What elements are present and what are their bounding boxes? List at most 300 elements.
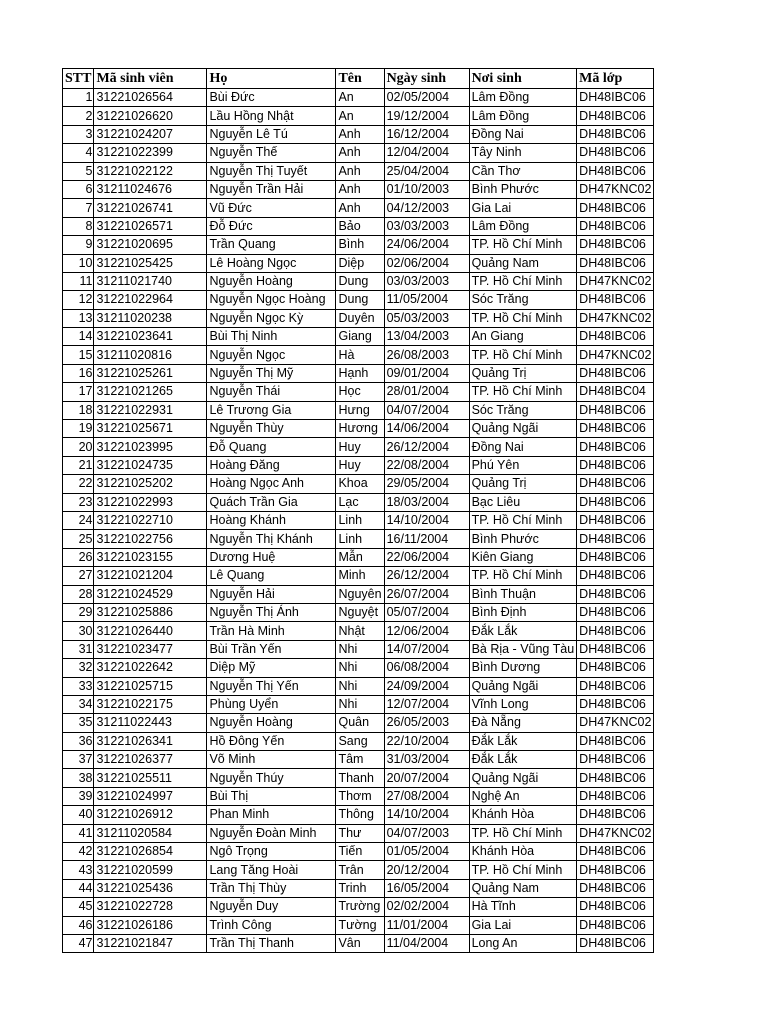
cell-last-name: Vũ Đức bbox=[207, 199, 336, 217]
cell-first-name: Nhật bbox=[336, 622, 384, 640]
cell-birth-date: 05/03/2003 bbox=[384, 309, 469, 327]
cell-last-name: Lang Tăng Hoài bbox=[207, 861, 336, 879]
cell-birth-date: 18/03/2004 bbox=[384, 493, 469, 511]
cell-birth-place: Quảng Ngãi bbox=[469, 769, 577, 787]
cell-first-name: Nhi bbox=[336, 659, 384, 677]
cell-first-name: Hà bbox=[336, 346, 384, 364]
header-class-code: Mã lớp bbox=[577, 69, 654, 89]
cell-class-code: DH48IBC06 bbox=[577, 511, 654, 529]
cell-last-name: Hoàng Khánh bbox=[207, 511, 336, 529]
cell-last-name: Nguyễn Duy bbox=[207, 898, 336, 916]
cell-stt: 34 bbox=[63, 695, 94, 713]
cell-stt: 22 bbox=[63, 475, 94, 493]
cell-birth-date: 04/07/2003 bbox=[384, 824, 469, 842]
cell-birth-place: Quảng Trị bbox=[469, 475, 577, 493]
cell-last-name: Bùi Thị Ninh bbox=[207, 328, 336, 346]
cell-first-name: Bình bbox=[336, 236, 384, 254]
cell-birth-date: 29/05/2004 bbox=[384, 475, 469, 493]
table-row bbox=[63, 420, 654, 438]
cell-last-name: Lê Hoàng Ngọc bbox=[207, 254, 336, 272]
cell-class-code: DH48IBC06 bbox=[577, 622, 654, 640]
cell-student-id: 31211020584 bbox=[94, 824, 207, 842]
cell-student-id: 31211020238 bbox=[94, 309, 207, 327]
cell-class-code: DH48IBC06 bbox=[577, 751, 654, 769]
table-row bbox=[63, 217, 654, 235]
cell-first-name: An bbox=[336, 89, 384, 107]
cell-class-code: DH48IBC06 bbox=[577, 89, 654, 107]
cell-last-name: Nguyễn Đoàn Minh bbox=[207, 824, 336, 842]
table-row bbox=[63, 530, 654, 548]
cell-class-code: DH47KNC02 bbox=[577, 346, 654, 364]
cell-birth-date: 05/07/2004 bbox=[384, 603, 469, 621]
cell-class-code: DH48IBC06 bbox=[577, 732, 654, 750]
cell-birth-place: TP. Hồ Chí Minh bbox=[469, 236, 577, 254]
cell-last-name: Bùi Trần Yến bbox=[207, 640, 336, 658]
header-first-name: Tên bbox=[336, 69, 384, 89]
cell-class-code: DH48IBC06 bbox=[577, 530, 654, 548]
cell-stt: 11 bbox=[63, 272, 94, 290]
cell-last-name: Nguyễn Thị Khánh bbox=[207, 530, 336, 548]
cell-student-id: 31221022931 bbox=[94, 401, 207, 419]
table-row bbox=[63, 622, 654, 640]
cell-class-code: DH48IBC06 bbox=[577, 548, 654, 566]
cell-student-id: 31221023477 bbox=[94, 640, 207, 658]
cell-first-name: Giang bbox=[336, 328, 384, 346]
cell-birth-place: Quảng Nam bbox=[469, 254, 577, 272]
cell-first-name: Minh bbox=[336, 567, 384, 585]
cell-student-id: 31221025202 bbox=[94, 475, 207, 493]
cell-class-code: DH48IBC06 bbox=[577, 420, 654, 438]
cell-birth-place: Khánh Hòa bbox=[469, 843, 577, 861]
cell-first-name: Thông bbox=[336, 806, 384, 824]
table-row bbox=[63, 291, 654, 309]
cell-stt: 4 bbox=[63, 144, 94, 162]
cell-birth-place: Gia Lai bbox=[469, 199, 577, 217]
cell-student-id: 31221020695 bbox=[94, 236, 207, 254]
cell-first-name: Thư bbox=[336, 824, 384, 842]
cell-birth-date: 06/08/2004 bbox=[384, 659, 469, 677]
table-row bbox=[63, 180, 654, 198]
cell-birth-place: Long An bbox=[469, 934, 577, 952]
cell-class-code: DH48IBC06 bbox=[577, 695, 654, 713]
cell-first-name: Sang bbox=[336, 732, 384, 750]
cell-first-name: Nhi bbox=[336, 677, 384, 695]
cell-last-name: Nguyễn Lê Tú bbox=[207, 125, 336, 143]
cell-stt: 43 bbox=[63, 861, 94, 879]
cell-stt: 36 bbox=[63, 732, 94, 750]
cell-student-id: 31221022175 bbox=[94, 695, 207, 713]
cell-stt: 44 bbox=[63, 879, 94, 897]
cell-birth-place: Sóc Trăng bbox=[469, 291, 577, 309]
cell-birth-date: 01/10/2003 bbox=[384, 180, 469, 198]
cell-last-name: Nguyễn Thị Yến bbox=[207, 677, 336, 695]
cell-stt: 23 bbox=[63, 493, 94, 511]
header-stt: STT bbox=[63, 69, 94, 89]
cell-stt: 40 bbox=[63, 806, 94, 824]
cell-class-code: DH48IBC06 bbox=[577, 475, 654, 493]
cell-birth-place: TP. Hồ Chí Minh bbox=[469, 272, 577, 290]
cell-student-id: 31221024207 bbox=[94, 125, 207, 143]
cell-birth-date: 14/06/2004 bbox=[384, 420, 469, 438]
cell-birth-date: 26/08/2003 bbox=[384, 346, 469, 364]
cell-birth-place: Đắk Lắk bbox=[469, 751, 577, 769]
cell-class-code: DH47KNC02 bbox=[577, 824, 654, 842]
cell-student-id: 31221025261 bbox=[94, 364, 207, 382]
table-row bbox=[63, 769, 654, 787]
table-row bbox=[63, 162, 654, 180]
table-row bbox=[63, 879, 654, 897]
cell-birth-date: 26/12/2004 bbox=[384, 567, 469, 585]
cell-birth-date: 03/03/2003 bbox=[384, 217, 469, 235]
cell-student-id: 31221026741 bbox=[94, 199, 207, 217]
table-row bbox=[63, 916, 654, 934]
cell-last-name: Bùi Thị bbox=[207, 787, 336, 805]
cell-last-name: Hoàng Đăng bbox=[207, 456, 336, 474]
cell-last-name: Nguyễn Hải bbox=[207, 585, 336, 603]
cell-student-id: 31221023641 bbox=[94, 328, 207, 346]
cell-birth-date: 22/10/2004 bbox=[384, 732, 469, 750]
cell-last-name: Nguyễn Thị Tuyết bbox=[207, 162, 336, 180]
cell-student-id: 31221021204 bbox=[94, 567, 207, 585]
cell-first-name: Duyên bbox=[336, 309, 384, 327]
cell-birth-place: Bình Phước bbox=[469, 180, 577, 198]
cell-class-code: DH48IBC06 bbox=[577, 328, 654, 346]
cell-class-code: DH47KNC02 bbox=[577, 309, 654, 327]
header-birth-place: Nơi sinh bbox=[469, 69, 577, 89]
cell-student-id: 31221026571 bbox=[94, 217, 207, 235]
cell-last-name: Hoàng Ngọc Anh bbox=[207, 475, 336, 493]
cell-last-name: Nguyễn Thúy bbox=[207, 769, 336, 787]
cell-last-name: Dương Huệ bbox=[207, 548, 336, 566]
table-row bbox=[63, 89, 654, 107]
cell-last-name: Lầu Hồng Nhật bbox=[207, 107, 336, 125]
cell-birth-place: Phú Yên bbox=[469, 456, 577, 474]
cell-birth-date: 11/04/2004 bbox=[384, 934, 469, 952]
cell-stt: 7 bbox=[63, 199, 94, 217]
cell-birth-date: 22/08/2004 bbox=[384, 456, 469, 474]
cell-student-id: 31221022756 bbox=[94, 530, 207, 548]
table-row bbox=[63, 511, 654, 529]
cell-student-id: 31221026186 bbox=[94, 916, 207, 934]
cell-birth-date: 28/01/2004 bbox=[384, 383, 469, 401]
cell-birth-place: Quảng Ngãi bbox=[469, 677, 577, 695]
cell-birth-place: TP. Hồ Chí Minh bbox=[469, 383, 577, 401]
table-row bbox=[63, 751, 654, 769]
cell-stt: 12 bbox=[63, 291, 94, 309]
cell-birth-date: 26/05/2003 bbox=[384, 714, 469, 732]
cell-last-name: Trình Công bbox=[207, 916, 336, 934]
table-row bbox=[63, 695, 654, 713]
cell-birth-place: Đắk Lắk bbox=[469, 732, 577, 750]
table-row bbox=[63, 475, 654, 493]
table-row bbox=[63, 456, 654, 474]
header-student-id: Mã sinh viên bbox=[94, 69, 207, 89]
cell-stt: 1 bbox=[63, 89, 94, 107]
cell-birth-place: Đồng Nai bbox=[469, 438, 577, 456]
cell-class-code: DH48IBC06 bbox=[577, 199, 654, 217]
cell-birth-place: Quảng Ngãi bbox=[469, 420, 577, 438]
cell-last-name: Ngô Trọng bbox=[207, 843, 336, 861]
table-row bbox=[63, 144, 654, 162]
cell-last-name: Đỗ Đức bbox=[207, 217, 336, 235]
cell-class-code: DH48IBC06 bbox=[577, 401, 654, 419]
table-row bbox=[63, 659, 654, 677]
cell-first-name: Hạnh bbox=[336, 364, 384, 382]
cell-birth-place: Quảng Nam bbox=[469, 879, 577, 897]
cell-stt: 46 bbox=[63, 916, 94, 934]
cell-birth-date: 16/11/2004 bbox=[384, 530, 469, 548]
cell-birth-date: 01/05/2004 bbox=[384, 843, 469, 861]
cell-class-code: DH47KNC02 bbox=[577, 714, 654, 732]
cell-student-id: 31221026341 bbox=[94, 732, 207, 750]
cell-last-name: Trần Thị Thùy bbox=[207, 879, 336, 897]
cell-first-name: Nguyên bbox=[336, 585, 384, 603]
cell-first-name: Nhi bbox=[336, 695, 384, 713]
cell-first-name: Dung bbox=[336, 291, 384, 309]
table-row bbox=[63, 438, 654, 456]
cell-birth-date: 11/01/2004 bbox=[384, 916, 469, 934]
cell-class-code: DH48IBC06 bbox=[577, 254, 654, 272]
cell-last-name: Võ Minh bbox=[207, 751, 336, 769]
cell-birth-place: Cần Thơ bbox=[469, 162, 577, 180]
cell-first-name: Tường bbox=[336, 916, 384, 934]
table-row bbox=[63, 824, 654, 842]
cell-class-code: DH48IBC06 bbox=[577, 659, 654, 677]
cell-birth-date: 11/05/2004 bbox=[384, 291, 469, 309]
cell-birth-date: 04/12/2003 bbox=[384, 199, 469, 217]
cell-birth-date: 13/04/2003 bbox=[384, 328, 469, 346]
cell-birth-place: Đồng Nai bbox=[469, 125, 577, 143]
cell-student-id: 31221022964 bbox=[94, 291, 207, 309]
cell-student-id: 31211024676 bbox=[94, 180, 207, 198]
cell-student-id: 31221021265 bbox=[94, 383, 207, 401]
cell-birth-place: TP. Hồ Chí Minh bbox=[469, 824, 577, 842]
cell-class-code: DH48IBC06 bbox=[577, 603, 654, 621]
cell-last-name: Lê Trương Gia bbox=[207, 401, 336, 419]
cell-student-id: 31221026377 bbox=[94, 751, 207, 769]
cell-birth-place: Kiên Giang bbox=[469, 548, 577, 566]
cell-class-code: DH48IBC06 bbox=[577, 493, 654, 511]
cell-student-id: 31221025425 bbox=[94, 254, 207, 272]
cell-birth-date: 27/08/2004 bbox=[384, 787, 469, 805]
cell-last-name: Trần Quang bbox=[207, 236, 336, 254]
cell-birth-date: 04/07/2004 bbox=[384, 401, 469, 419]
cell-first-name: Quân bbox=[336, 714, 384, 732]
cell-student-id: 31221022710 bbox=[94, 511, 207, 529]
cell-last-name: Nguyễn Hoàng bbox=[207, 272, 336, 290]
cell-class-code: DH48IBC06 bbox=[577, 567, 654, 585]
cell-birth-place: Bạc Liêu bbox=[469, 493, 577, 511]
cell-stt: 15 bbox=[63, 346, 94, 364]
cell-student-id: 31221024529 bbox=[94, 585, 207, 603]
cell-first-name: Trân bbox=[336, 861, 384, 879]
cell-last-name: Lê Quang bbox=[207, 567, 336, 585]
table-row bbox=[63, 548, 654, 566]
cell-class-code: DH47KNC02 bbox=[577, 180, 654, 198]
cell-birth-place: Lâm Đồng bbox=[469, 89, 577, 107]
cell-stt: 17 bbox=[63, 383, 94, 401]
cell-stt: 21 bbox=[63, 456, 94, 474]
table-row bbox=[63, 603, 654, 621]
cell-stt: 37 bbox=[63, 751, 94, 769]
cell-birth-place: TP. Hồ Chí Minh bbox=[469, 309, 577, 327]
cell-birth-date: 14/10/2004 bbox=[384, 806, 469, 824]
table-row bbox=[63, 806, 654, 824]
cell-birth-date: 25/04/2004 bbox=[384, 162, 469, 180]
table-row bbox=[63, 236, 654, 254]
cell-student-id: 31211022443 bbox=[94, 714, 207, 732]
table-row bbox=[63, 567, 654, 585]
cell-class-code: DH48IBC04 bbox=[577, 383, 654, 401]
cell-first-name: Khoa bbox=[336, 475, 384, 493]
cell-birth-place: TP. Hồ Chí Minh bbox=[469, 567, 577, 585]
cell-last-name: Nguyễn Trần Hải bbox=[207, 180, 336, 198]
cell-stt: 2 bbox=[63, 107, 94, 125]
table-row bbox=[63, 677, 654, 695]
cell-stt: 6 bbox=[63, 180, 94, 198]
cell-birth-date: 16/12/2004 bbox=[384, 125, 469, 143]
cell-birth-place: Lâm Đồng bbox=[469, 217, 577, 235]
cell-student-id: 31221023995 bbox=[94, 438, 207, 456]
cell-birth-place: Vĩnh Long bbox=[469, 695, 577, 713]
cell-first-name: Anh bbox=[336, 199, 384, 217]
cell-stt: 26 bbox=[63, 548, 94, 566]
cell-first-name: Dung bbox=[336, 272, 384, 290]
cell-stt: 14 bbox=[63, 328, 94, 346]
table-row bbox=[63, 199, 654, 217]
cell-first-name: Tâm bbox=[336, 751, 384, 769]
cell-last-name: Diệp Mỹ bbox=[207, 659, 336, 677]
cell-first-name: Huy bbox=[336, 456, 384, 474]
cell-birth-place: An Giang bbox=[469, 328, 577, 346]
table-row bbox=[63, 787, 654, 805]
cell-last-name: Đỗ Quang bbox=[207, 438, 336, 456]
cell-first-name: Nguyệt bbox=[336, 603, 384, 621]
cell-birth-place: Tây Ninh bbox=[469, 144, 577, 162]
cell-last-name: Trần Hà Minh bbox=[207, 622, 336, 640]
cell-birth-place: Bình Phước bbox=[469, 530, 577, 548]
cell-class-code: DH48IBC06 bbox=[577, 438, 654, 456]
cell-stt: 10 bbox=[63, 254, 94, 272]
cell-first-name: Lạc bbox=[336, 493, 384, 511]
cell-student-id: 31221026440 bbox=[94, 622, 207, 640]
cell-birth-date: 02/05/2004 bbox=[384, 89, 469, 107]
cell-birth-date: 20/07/2004 bbox=[384, 769, 469, 787]
header-birth-date: Ngày sinh bbox=[384, 69, 469, 89]
cell-student-id: 31221025671 bbox=[94, 420, 207, 438]
cell-stt: 41 bbox=[63, 824, 94, 842]
cell-student-id: 31221021847 bbox=[94, 934, 207, 952]
cell-birth-place: Bà Rịa - Vũng Tàu bbox=[469, 640, 577, 658]
cell-birth-place: Nghệ An bbox=[469, 787, 577, 805]
cell-birth-date: 12/07/2004 bbox=[384, 695, 469, 713]
cell-first-name: Hưng bbox=[336, 401, 384, 419]
cell-birth-place: Gia Lai bbox=[469, 916, 577, 934]
cell-birth-date: 12/04/2004 bbox=[384, 144, 469, 162]
cell-birth-date: 31/03/2004 bbox=[384, 751, 469, 769]
table-row bbox=[63, 272, 654, 290]
cell-first-name: Nhi bbox=[336, 640, 384, 658]
cell-student-id: 31221020599 bbox=[94, 861, 207, 879]
cell-last-name: Trần Thị Thanh bbox=[207, 934, 336, 952]
table-row bbox=[63, 714, 654, 732]
cell-first-name: Linh bbox=[336, 530, 384, 548]
cell-birth-place: TP. Hồ Chí Minh bbox=[469, 861, 577, 879]
cell-first-name: Huy bbox=[336, 438, 384, 456]
cell-birth-place: Bình Dương bbox=[469, 659, 577, 677]
cell-first-name: Thơm bbox=[336, 787, 384, 805]
cell-first-name: An bbox=[336, 107, 384, 125]
cell-first-name: Học bbox=[336, 383, 384, 401]
cell-birth-place: Đà Nẵng bbox=[469, 714, 577, 732]
table-row bbox=[63, 493, 654, 511]
cell-last-name: Phùng Uyển bbox=[207, 695, 336, 713]
cell-student-id: 31221025715 bbox=[94, 677, 207, 695]
cell-stt: 18 bbox=[63, 401, 94, 419]
cell-last-name: Nguyễn Ngọc Kỳ bbox=[207, 309, 336, 327]
cell-stt: 27 bbox=[63, 567, 94, 585]
cell-last-name: Hồ Đông Yến bbox=[207, 732, 336, 750]
cell-class-code: DH48IBC06 bbox=[577, 364, 654, 382]
cell-stt: 45 bbox=[63, 898, 94, 916]
cell-birth-date: 02/06/2004 bbox=[384, 254, 469, 272]
cell-birth-place: Bình Định bbox=[469, 603, 577, 621]
cell-first-name: Trinh bbox=[336, 879, 384, 897]
cell-class-code: DH48IBC06 bbox=[577, 898, 654, 916]
cell-last-name: Nguyễn Ngọc bbox=[207, 346, 336, 364]
cell-last-name: Nguyễn Thế bbox=[207, 144, 336, 162]
table-row bbox=[63, 383, 654, 401]
cell-student-id: 31221026620 bbox=[94, 107, 207, 125]
cell-last-name: Nguyễn Thùy bbox=[207, 420, 336, 438]
student-list-table bbox=[62, 68, 654, 953]
header-row bbox=[63, 69, 654, 89]
cell-first-name: Anh bbox=[336, 125, 384, 143]
cell-class-code: DH48IBC06 bbox=[577, 677, 654, 695]
cell-class-code: DH48IBC06 bbox=[577, 144, 654, 162]
cell-first-name: Mẫn bbox=[336, 548, 384, 566]
cell-first-name: Linh bbox=[336, 511, 384, 529]
cell-stt: 47 bbox=[63, 934, 94, 952]
cell-last-name: Bùi Đức bbox=[207, 89, 336, 107]
cell-stt: 24 bbox=[63, 511, 94, 529]
table-row bbox=[63, 934, 654, 952]
cell-student-id: 31221022993 bbox=[94, 493, 207, 511]
table-row bbox=[63, 328, 654, 346]
cell-birth-place: TP. Hồ Chí Minh bbox=[469, 511, 577, 529]
table-row bbox=[63, 732, 654, 750]
cell-class-code: DH48IBC06 bbox=[577, 916, 654, 934]
cell-first-name: Vân bbox=[336, 934, 384, 952]
header-last-name: Họ bbox=[207, 69, 336, 89]
cell-stt: 30 bbox=[63, 622, 94, 640]
cell-class-code: DH48IBC06 bbox=[577, 640, 654, 658]
table-row bbox=[63, 640, 654, 658]
cell-stt: 25 bbox=[63, 530, 94, 548]
cell-student-id: 31221026912 bbox=[94, 806, 207, 824]
cell-class-code: DH48IBC06 bbox=[577, 879, 654, 897]
table-row bbox=[63, 346, 654, 364]
cell-student-id: 31211020816 bbox=[94, 346, 207, 364]
cell-stt: 39 bbox=[63, 787, 94, 805]
cell-first-name: Hương bbox=[336, 420, 384, 438]
cell-birth-date: 14/07/2004 bbox=[384, 640, 469, 658]
cell-birth-date: 24/09/2004 bbox=[384, 677, 469, 695]
table-row bbox=[63, 125, 654, 143]
cell-student-id: 31221024997 bbox=[94, 787, 207, 805]
cell-stt: 42 bbox=[63, 843, 94, 861]
table-row bbox=[63, 898, 654, 916]
